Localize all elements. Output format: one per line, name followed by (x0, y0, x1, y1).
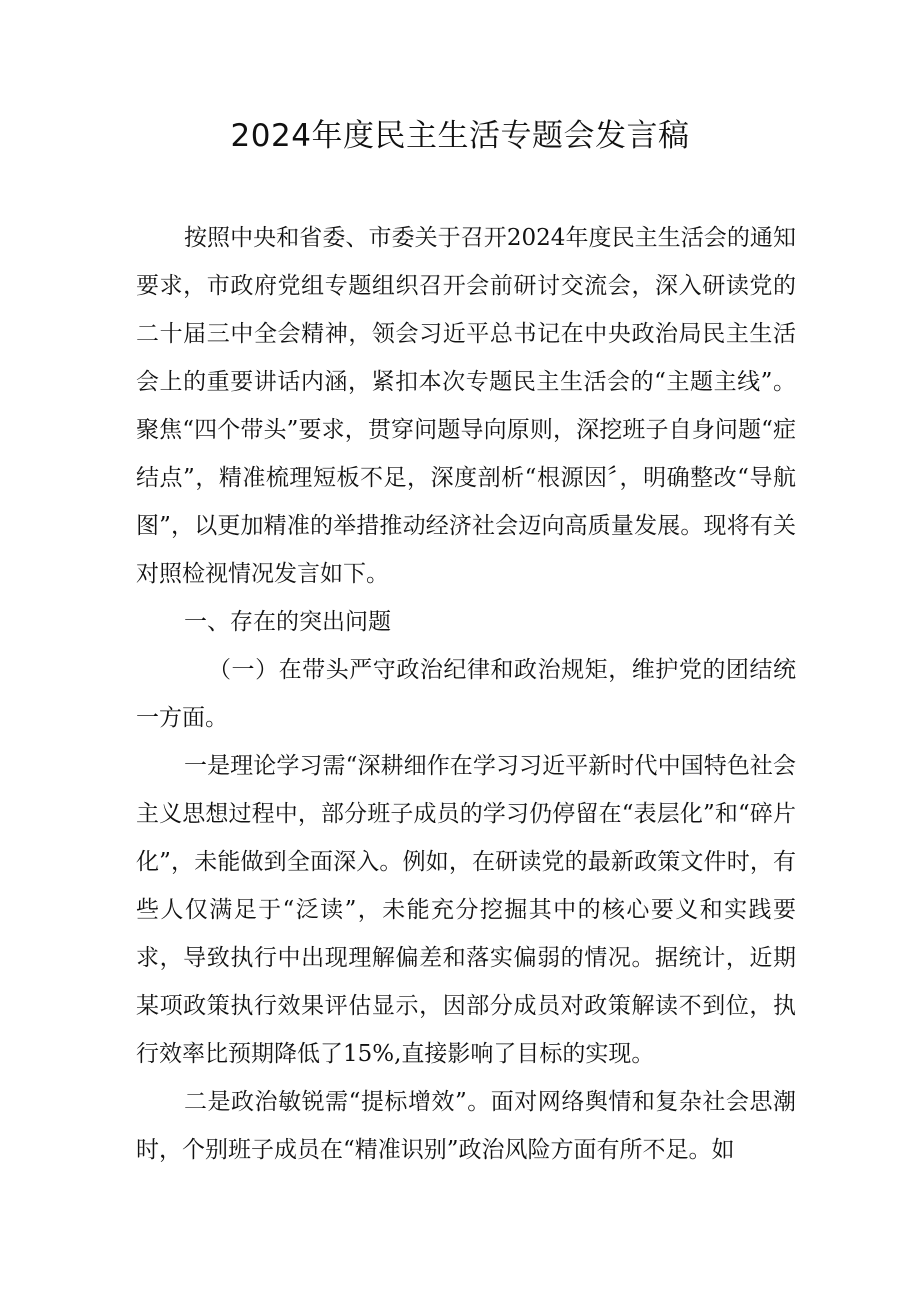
paragraph-point-one: 一是理论学习需“深耕细作在学习习近平新时代中国特色社会主义思想过程中，部分班子成员的学习仍停留在“表层化”和“碎片化”，未能做到全面深入。例如，在研读党的最新政策文件时，有些人仅满足于“泛读”，未能充分挖掘其中的核心要义和实践要求，导致执行中出现理解偏差和落实偏弱的情况。据统计，近期某项政策执行效果评估显示，因部分成员对政策解读不到位，执行效率比预期降低了15%,直接影响了目标的实现。 (136, 753, 796, 1067)
paragraph-point-two: 二是政治敏锐需“提标增效”。面对网络舆情和复杂社会思潮时，个别班子成员在“精准识别”政治风险方面有所不足。如 (136, 1089, 796, 1163)
document-title: 2024年度民主生活专题会发言稿 (230, 118, 690, 154)
subsection-heading: （一）在带头严守政治纪律和政治规矩，维护党的团结统一方面。 (136, 657, 796, 731)
document-body (136, 214, 796, 1174)
section-heading: 一、存在的突出问题 (184, 609, 391, 635)
paragraph-intro: 按照中央和省委、市委关于召开2024年度民主生活会的通知要求，市政府党组专题组织召开会前研讨交流会，深入研读党的二十届三中全会精神，领会习近平总书记在中央政治局民主生活会上的重要讲话内涵，紧扣本次专题民主生活会的“主题主线”。聚焦“四个带头”要求，贯穿问题导向原则，深挖班子自身问题“症结点”，精准梳理短板不足，深度剖析“根源因〞，明确整改“导航图”，以更加精准的举措推动经济社会迈向高质量发展。现将有关对照检视情况发言如下。 (136, 225, 796, 587)
